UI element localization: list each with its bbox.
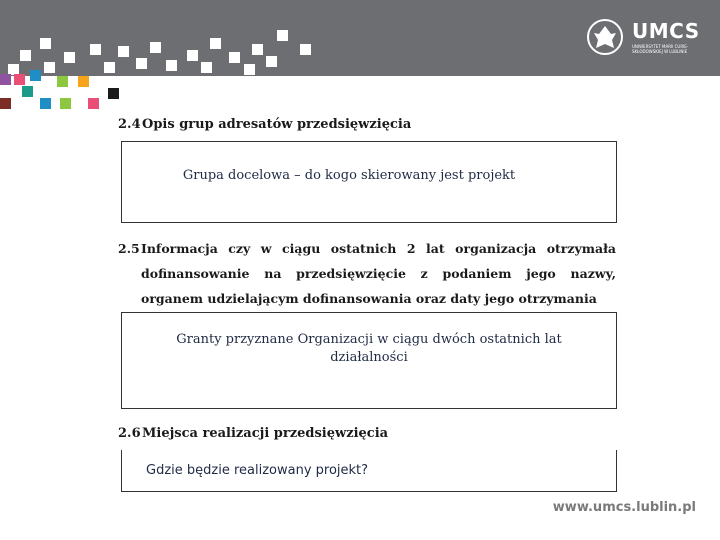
box-text: Grupa docelowa – do kogo skierowany jest projekt — [182, 168, 516, 183]
section-number: 2.6 — [118, 426, 141, 441]
box-text: Gdzie będzie realizowany projekt? — [146, 463, 369, 478]
section-title: Informacja czy w ciągu ostatnich 2 lat organizacja otrzymała dofinansowanie na przedsięwzięcie z podaniem jego nazwy, organem udzielającym dofinansowania oraz daty jego otrzymania — [141, 241, 616, 306]
section-2-4-box — [121, 141, 617, 223]
logo-text: UMCS — [632, 19, 700, 43]
section-2-5-box — [121, 312, 617, 409]
section-title: Opis grup adresatów przedsięwzięcia — [142, 117, 412, 132]
logo-subtitle: UNIWERSYTET MARII CURIE-SKŁODOWSKIEJ W LUBLINIE — [632, 44, 689, 54]
section-number: 2.5 — [118, 241, 140, 256]
section-title: Miejsca realizacji przedsięwzięcia — [142, 426, 389, 441]
section-2-6-box — [121, 450, 617, 492]
section-2-4-heading — [118, 117, 411, 132]
section-number: 2.4 — [118, 117, 141, 132]
footer-url: www.umcs.lublin.pl — [552, 500, 696, 515]
umcs-logo — [586, 18, 706, 58]
university-emblem-icon — [586, 18, 624, 56]
section-2-6-heading — [118, 426, 388, 441]
section-2-5-heading — [118, 236, 616, 311]
box-text: Granty przyznane Organizacji w ciągu dwóch ostatnich lat działalności — [176, 332, 562, 365]
